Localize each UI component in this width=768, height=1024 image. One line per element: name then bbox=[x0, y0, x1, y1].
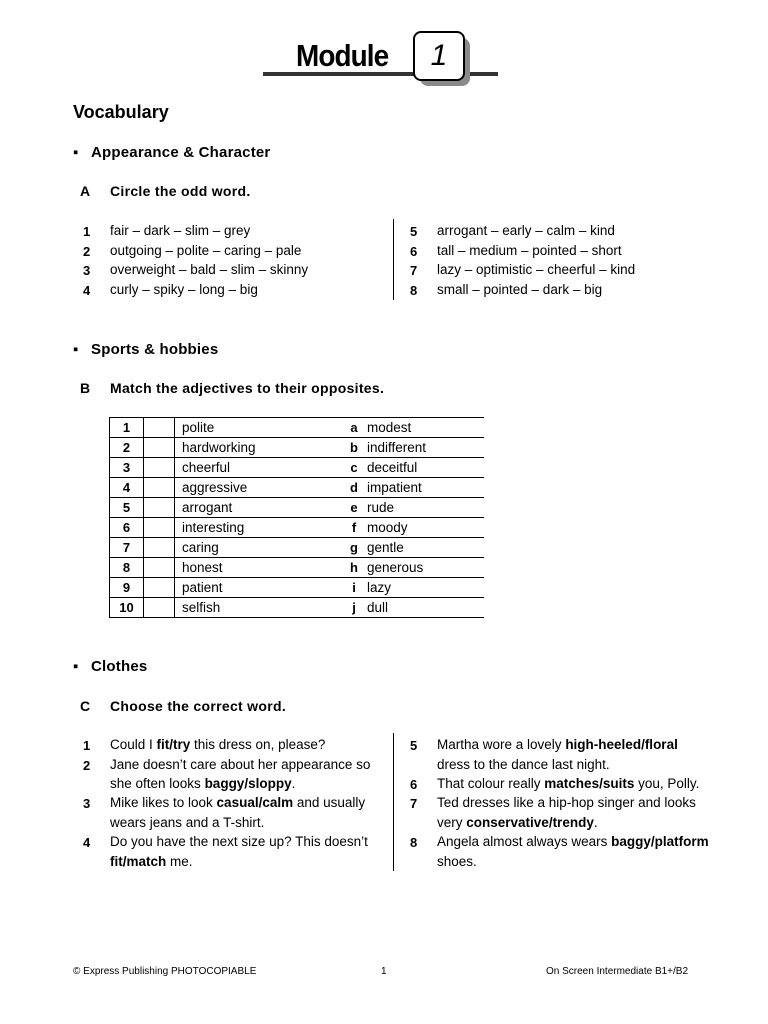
table-row bbox=[110, 578, 485, 598]
adjective-cell: caring bbox=[175, 538, 348, 558]
list-item: arrogant – early – calm – kind bbox=[437, 223, 615, 238]
exercise-c-letter: C bbox=[80, 698, 91, 714]
item-number: 7 bbox=[410, 796, 418, 811]
item-number: 6 bbox=[410, 777, 418, 792]
answer-box[interactable] bbox=[144, 538, 175, 558]
table-row bbox=[110, 458, 485, 478]
option-letter: e bbox=[347, 498, 361, 518]
section-heading-clothes bbox=[73, 658, 147, 675]
item-number: 8 bbox=[410, 283, 418, 298]
item-number: 1 bbox=[83, 224, 91, 239]
column-divider bbox=[393, 733, 394, 871]
opposite-cell: gentle bbox=[361, 538, 484, 558]
item-number: 1 bbox=[83, 738, 91, 753]
opposite-cell: lazy bbox=[361, 578, 484, 598]
option-letter: d bbox=[347, 478, 361, 498]
option-letter: f bbox=[347, 518, 361, 538]
table-row bbox=[110, 498, 485, 518]
section-heading-sports bbox=[73, 341, 218, 358]
item-number: 2 bbox=[83, 758, 91, 773]
option-letter: c bbox=[347, 458, 361, 478]
vocabulary-heading: Vocabulary bbox=[73, 102, 169, 122]
opposite-cell: generous bbox=[361, 558, 484, 578]
table-row bbox=[110, 538, 485, 558]
opposite-cell: rude bbox=[361, 498, 484, 518]
adjective-cell: polite bbox=[175, 418, 348, 438]
list-item: lazy – optimistic – cheerful – kind bbox=[437, 262, 636, 277]
list-item: small – pointed – dark – big bbox=[437, 282, 603, 297]
adjective-cell: interesting bbox=[175, 518, 348, 538]
word-choice: baggy/sloppy bbox=[204, 776, 292, 791]
list-item: curly – spiky – long – big bbox=[110, 282, 258, 297]
sentence-line: Martha wore a lovely high-heeled/floral bbox=[437, 737, 678, 752]
answer-box[interactable] bbox=[144, 438, 175, 458]
column-divider bbox=[393, 219, 394, 300]
sentence-line: shoes. bbox=[437, 854, 477, 869]
item-number: 4 bbox=[83, 835, 91, 850]
row-number: 3 bbox=[110, 458, 144, 478]
bullet-icon: ▪ bbox=[73, 341, 79, 358]
adjective-cell: arrogant bbox=[175, 498, 348, 518]
answer-box[interactable] bbox=[144, 498, 175, 518]
footer-page-number: 1 bbox=[381, 966, 387, 977]
item-number: 4 bbox=[83, 283, 91, 298]
bullet-icon: ▪ bbox=[73, 144, 79, 161]
opposite-cell: modest bbox=[361, 418, 484, 438]
adjective-cell: selfish bbox=[175, 598, 348, 618]
sentence-line: dress to the dance last night. bbox=[437, 757, 610, 772]
option-letter: b bbox=[347, 438, 361, 458]
word-choice: baggy/platform bbox=[611, 834, 709, 849]
sentence-line: Jane doesn’t care about her appearance so bbox=[110, 757, 371, 772]
list-item: tall – medium – pointed – short bbox=[437, 243, 622, 258]
sentence-line: Do you have the next size up? This doesn’t bbox=[110, 834, 368, 849]
footer-book-title: On Screen Intermediate B1+/B2 bbox=[546, 966, 689, 977]
table-row bbox=[110, 438, 485, 458]
section-title: Clothes bbox=[91, 658, 148, 675]
sentence-line: Ted dresses like a hip-hop singer and looks bbox=[437, 795, 696, 810]
row-number: 6 bbox=[110, 518, 144, 538]
exercise-b-letter: B bbox=[80, 380, 91, 396]
table-row bbox=[110, 518, 485, 538]
option-letter: a bbox=[347, 418, 361, 438]
sentence-line: Mike likes to look casual/calm and usually bbox=[110, 795, 366, 810]
footer-copyright: © Express Publishing PHOTOCOPIABLE bbox=[73, 966, 257, 977]
row-number: 5 bbox=[110, 498, 144, 518]
option-letter: i bbox=[347, 578, 361, 598]
section-title: Appearance & Character bbox=[91, 144, 271, 161]
item-number: 2 bbox=[83, 244, 91, 259]
list-item: fair – dark – slim – grey bbox=[110, 223, 251, 238]
adjective-cell: patient bbox=[175, 578, 348, 598]
adjective-cell: honest bbox=[175, 558, 348, 578]
section-title: Sports & hobbies bbox=[91, 341, 219, 358]
item-number: 5 bbox=[410, 738, 418, 753]
answer-box[interactable] bbox=[144, 458, 175, 478]
answer-box[interactable] bbox=[144, 478, 175, 498]
exercise-b-instruction: Match the adjectives to their opposites. bbox=[110, 380, 385, 396]
sentence-line: very conservative/trendy. bbox=[437, 815, 598, 830]
item-number: 5 bbox=[410, 224, 418, 239]
item-number: 8 bbox=[410, 835, 418, 850]
section-heading-appearance bbox=[73, 144, 270, 161]
opposite-cell: moody bbox=[361, 518, 484, 538]
item-number: 6 bbox=[410, 244, 418, 259]
opposite-cell: indifferent bbox=[361, 438, 484, 458]
row-number: 8 bbox=[110, 558, 144, 578]
adjective-cell: aggressive bbox=[175, 478, 348, 498]
sentence-line: Could I fit/try this dress on, please? bbox=[110, 737, 326, 752]
module-number-badge: 1 bbox=[413, 31, 465, 81]
table-row bbox=[110, 478, 485, 498]
sentence-line: she often looks baggy/sloppy. bbox=[110, 776, 296, 791]
sentence-line: fit/match me. bbox=[110, 854, 193, 869]
row-number: 2 bbox=[110, 438, 144, 458]
word-choice: fit/try bbox=[156, 737, 191, 752]
table-row bbox=[110, 598, 485, 618]
item-number: 7 bbox=[410, 263, 418, 278]
exercise-a-instruction: Circle the odd word. bbox=[110, 183, 251, 199]
row-number: 9 bbox=[110, 578, 144, 598]
opposite-cell: dull bbox=[361, 598, 484, 618]
row-number: 10 bbox=[110, 598, 144, 618]
word-choice: casual/calm bbox=[216, 795, 294, 810]
list-item: outgoing – polite – caring – pale bbox=[110, 243, 302, 258]
answer-box[interactable] bbox=[144, 418, 175, 438]
answer-box[interactable] bbox=[144, 518, 175, 538]
exercise-a-letter: A bbox=[80, 183, 91, 199]
word-choice: matches/suits bbox=[544, 776, 635, 791]
option-letter: h bbox=[347, 558, 361, 578]
table-row bbox=[110, 418, 485, 438]
adjective-cell: hardworking bbox=[175, 438, 348, 458]
option-letter: g bbox=[347, 538, 361, 558]
word-choice: high-heeled/floral bbox=[565, 737, 678, 752]
table-row bbox=[110, 558, 485, 578]
module-title: Module bbox=[296, 38, 389, 73]
row-number: 1 bbox=[110, 418, 144, 438]
answer-box[interactable] bbox=[144, 558, 175, 578]
sentence-line: wears jeans and a T-shirt. bbox=[110, 815, 265, 830]
adjective-cell: cheerful bbox=[175, 458, 348, 478]
option-letter: j bbox=[347, 598, 361, 618]
opposite-cell: impatient bbox=[361, 478, 484, 498]
item-number: 3 bbox=[83, 263, 91, 278]
item-number: 3 bbox=[83, 796, 91, 811]
matching-table bbox=[109, 417, 484, 618]
word-choice: conservative/trendy bbox=[466, 815, 594, 830]
sentence-line: That colour really matches/suits you, Polly. bbox=[437, 776, 700, 791]
opposite-cell: deceitful bbox=[361, 458, 484, 478]
sentence-line: Angela almost always wears baggy/platform bbox=[437, 834, 709, 849]
answer-box[interactable] bbox=[144, 578, 175, 598]
word-choice: fit/match bbox=[110, 854, 167, 869]
row-number: 4 bbox=[110, 478, 144, 498]
row-number: 7 bbox=[110, 538, 144, 558]
list-item: overweight – bald – slim – skinny bbox=[110, 262, 309, 277]
bullet-icon: ▪ bbox=[73, 658, 79, 675]
answer-box[interactable] bbox=[144, 598, 175, 618]
exercise-c-instruction: Choose the correct word. bbox=[110, 698, 287, 714]
